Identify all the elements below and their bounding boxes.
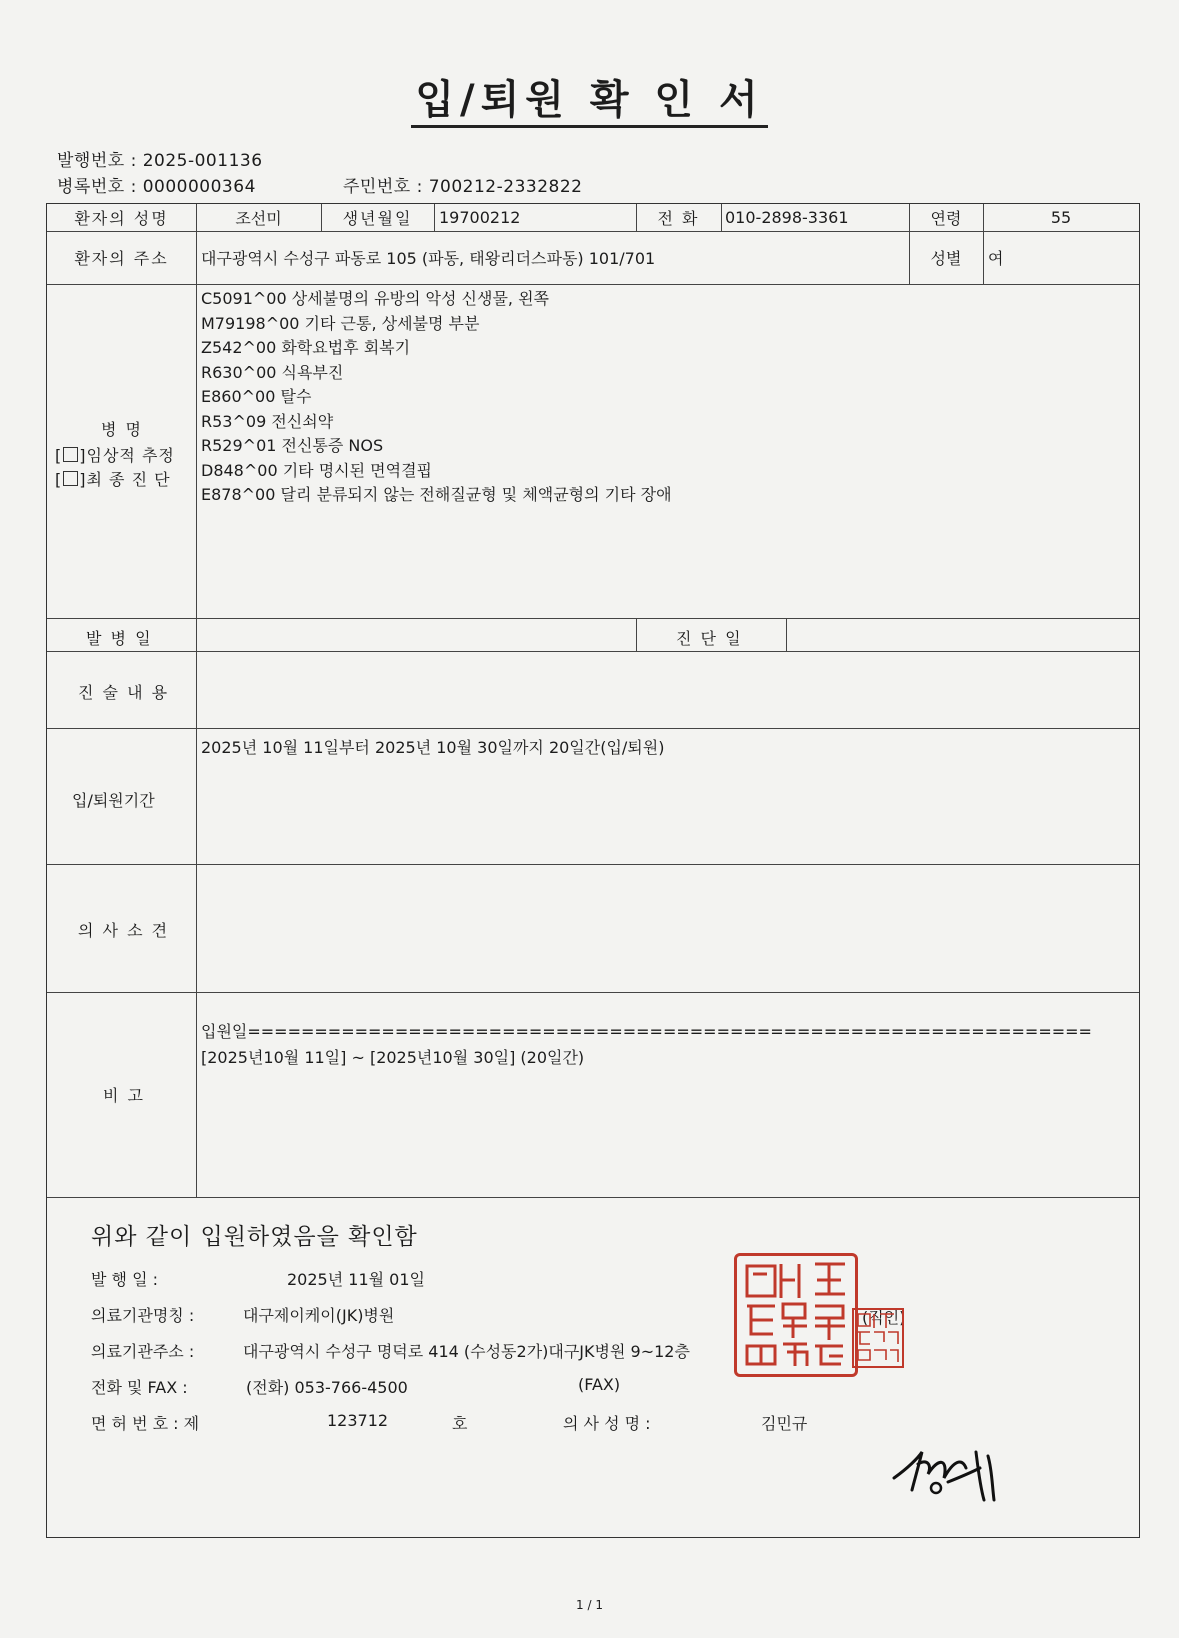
hospital-phone: (전화) 053-766-4500 <box>246 1378 408 1397</box>
hospital-seal <box>734 1253 858 1377</box>
small-seal <box>852 1308 904 1368</box>
hospital-name: 대구제이케이(JK)병원 <box>243 1306 395 1325</box>
confirmation-statement: 위와 같이 입원하였음을 확인함 <box>91 1224 418 1250</box>
remarks-line1: 입원일=============================================================== <box>201 1022 1092 1041</box>
license-suffix: 호 <box>452 1414 468 1433</box>
doctor-signature <box>888 1438 1008 1512</box>
dob-label: 생년월일 <box>342 209 413 228</box>
statement-label: 진 술 내 용 <box>78 683 170 702</box>
diagnosis-item: M79198^00 기타 근통, 상세불명 부분 <box>201 313 480 333</box>
signature-icon <box>888 1438 1008 1508</box>
diagnosis-item: E860^00 탈수 <box>201 387 312 406</box>
sex-label: 성별 <box>930 249 962 268</box>
phone-value: 010-2898-3361 <box>725 208 849 227</box>
diagnosis-item: E878^00 달리 분류되지 않는 전해질균형 및 체액균형의 기타 장애 <box>201 485 672 504</box>
doctor-name-label: 의 사 성 명 : <box>563 1414 651 1433</box>
page-number: 1 / 1 <box>576 1598 603 1612</box>
final-diagnosis-option[interactable]: [ ]최 종 진 단 <box>55 470 171 489</box>
age-value: 55 <box>1050 208 1072 227</box>
hospital-address: 대구광역시 수성구 명덕로 414 (수성동2가)대구JK병원 9~12층 <box>243 1342 690 1361</box>
doctor-name: 김민규 <box>761 1414 808 1433</box>
license-label: 면 허 번 호 : 제 <box>91 1414 200 1433</box>
issue-date-label: 발 행 일 : <box>91 1270 159 1289</box>
admission-label: 입/퇴원기간 <box>72 791 155 810</box>
diagnosis-date-label: 진 단 일 <box>676 629 743 648</box>
phone-label: 전 화 <box>657 209 700 228</box>
clinical-estimate-checkbox[interactable] <box>63 447 78 462</box>
diagnosis-item: R53^09 전신쇠약 <box>201 411 334 431</box>
address-label: 환자의 주소 <box>74 249 169 268</box>
issue-number: 발행번호 : 2025-001136 <box>57 151 263 171</box>
diagnosis-item: Z542^00 화학요법후 회복기 <box>201 338 411 357</box>
diagnosis-item: C5091^00 상세불명의 유방의 악성 신생물, 왼쪽 <box>201 289 550 308</box>
diagnosis-item: R529^01 전신통증 NOS <box>201 436 384 455</box>
age-label: 연령 <box>930 209 962 228</box>
dob-value: 19700212 <box>439 208 521 227</box>
document-title: 입/퇴원 확 인 서 <box>0 68 1179 125</box>
address-value: 대구광역시 수성구 파동로 105 (파동, 태왕리더스파동) 101/701 <box>201 249 656 268</box>
hospital-fax: (FAX) <box>578 1375 621 1394</box>
patient-name-label: 환자의 성명 <box>74 209 169 228</box>
seal-glyphs-icon <box>737 1256 855 1374</box>
license-number: 123712 <box>327 1411 389 1430</box>
record-number: 병록번호 : 0000000364 <box>57 177 256 197</box>
issue-date: 2025년 11월 01일 <box>287 1270 425 1289</box>
opinion-label: 의 사 소 견 <box>78 921 170 940</box>
small-seal-glyphs-icon <box>854 1310 902 1366</box>
diagnosis-item: D848^00 기타 명시된 면역결핍 <box>201 460 432 480</box>
onset-label: 발 병 일 <box>86 629 153 648</box>
hospital-address-label: 의료기관주소 : <box>91 1342 195 1361</box>
seal-note: (직인) <box>862 1308 906 1327</box>
diagnosis-label: 병 명 <box>101 420 143 439</box>
remarks-label: 비 고 <box>103 1086 145 1105</box>
clinical-estimate-option[interactable]: [ ]임상적 추정 <box>55 446 175 465</box>
sex-value: 여 <box>988 249 1004 268</box>
diagnosis-list <box>201 287 672 508</box>
hospital-name-label: 의료기관명칭 : <box>91 1306 195 1325</box>
final-diagnosis-checkbox[interactable] <box>63 471 78 486</box>
remarks-line2: [2025년10월 11일] ~ [2025년10월 30일] (20일간) <box>201 1048 585 1067</box>
phone-fax-label: 전화 및 FAX : <box>91 1378 188 1397</box>
diagnosis-item: R630^00 식욕부진 <box>201 362 344 382</box>
admission-value: 2025년 10월 11일부터 2025년 10월 30일까지 20일간(입/퇴원) <box>201 738 665 757</box>
patient-name: 조선미 <box>235 209 282 228</box>
resident-number: 주민번호 : 700212-2332822 <box>343 177 583 197</box>
